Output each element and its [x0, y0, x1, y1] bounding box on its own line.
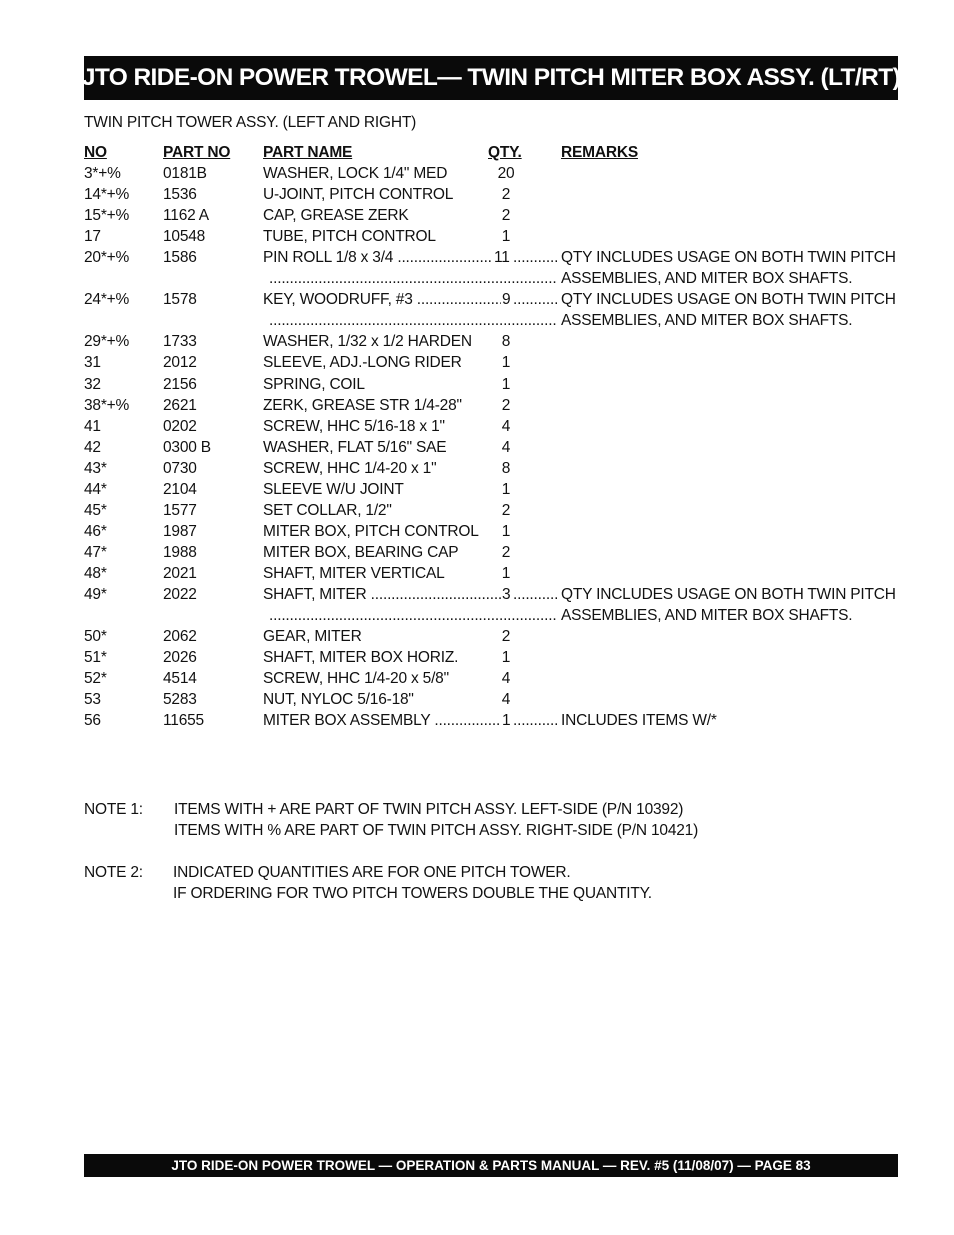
- part-number: 1578: [163, 291, 197, 308]
- item-number: 14*+%: [84, 186, 130, 203]
- part-remarks-continued: ASSEMBLIES, AND MITER BOX SHAFTS.: [561, 270, 853, 287]
- part-quantity: 2: [501, 502, 511, 519]
- part-number: 0300 B: [163, 439, 211, 456]
- note-text: INDICATED QUANTITIES ARE FOR ONE PITCH TOWER.: [173, 864, 571, 881]
- part-quantity: 1: [501, 228, 511, 245]
- part-remarks-continued: ASSEMBLIES, AND MITER BOX SHAFTS.: [561, 312, 853, 329]
- dot-leader: [513, 249, 557, 267]
- part-remarks: QTY INCLUDES USAGE ON BOTH TWIN PITCH: [561, 249, 896, 266]
- header-part-name: PART NAME: [263, 144, 353, 161]
- part-name: ZERK, GREASE STR 1/4-28": [263, 397, 462, 414]
- item-number: 24*+%: [84, 291, 130, 308]
- item-number: 56: [84, 712, 101, 729]
- dot-leader: [513, 291, 557, 309]
- part-quantity: 1: [502, 712, 511, 729]
- item-number: 38*+%: [84, 397, 130, 414]
- item-number: 15*+%: [84, 207, 130, 224]
- part-number: 1733: [163, 333, 197, 350]
- part-remarks: QTY INCLUDES USAGE ON BOTH TWIN PITCH: [561, 291, 896, 308]
- part-quantity: 1: [501, 649, 511, 666]
- part-quantity: 8: [501, 333, 511, 350]
- item-number: 41: [84, 418, 101, 435]
- part-quantity: 3: [502, 586, 511, 603]
- part-quantity: 8: [501, 460, 511, 477]
- part-number: 1988: [163, 544, 197, 561]
- item-number: 47*: [84, 544, 107, 561]
- part-quantity: 9: [502, 291, 511, 308]
- part-name: SPRING, COIL: [263, 376, 365, 393]
- part-number: 1987: [163, 523, 197, 540]
- part-quantity: 2: [501, 628, 511, 645]
- header-qty: QTY.: [488, 144, 522, 161]
- item-number: 32: [84, 376, 101, 393]
- page-title: JTO RIDE-ON POWER TROWEL— TWIN PITCH MITER BOX ASSY. (LT/RT): [84, 56, 898, 100]
- part-name: WASHER, 1/32 x 1/2 HARDEN: [263, 333, 472, 350]
- part-quantity: 1: [501, 376, 511, 393]
- part-quantity: 1: [501, 481, 511, 498]
- part-name: TUBE, PITCH CONTROL: [263, 228, 436, 245]
- part-name: SCREW, HHC 1/4-20 x 1": [263, 460, 437, 477]
- part-number: 2022: [163, 586, 197, 603]
- part-name: MITER BOX, BEARING CAP: [263, 544, 459, 561]
- item-number: 29*+%: [84, 333, 130, 350]
- part-name: SCREW, HHC 5/16-18 x 1": [263, 418, 445, 435]
- dot-leader: [269, 312, 556, 330]
- part-number: 2012: [163, 354, 197, 371]
- note-label: NOTE 1:: [84, 801, 143, 818]
- part-number: 2062: [163, 628, 197, 645]
- part-remarks-continued: ASSEMBLIES, AND MITER BOX SHAFTS.: [561, 607, 853, 624]
- part-name: WASHER, LOCK 1/4" MED: [263, 165, 448, 182]
- part-remarks: QTY INCLUDES USAGE ON BOTH TWIN PITCH: [561, 586, 896, 603]
- part-number: 2104: [163, 481, 197, 498]
- item-number: 31: [84, 354, 101, 371]
- section-subtitle: TWIN PITCH TOWER ASSY. (LEFT AND RIGHT): [84, 114, 417, 131]
- part-number: 5283: [163, 691, 197, 708]
- item-number: 17: [84, 228, 101, 245]
- note-text: ITEMS WITH % ARE PART OF TWIN PITCH ASSY. RIGHT-SIDE (P/N 10421): [174, 822, 699, 839]
- item-number: 50*: [84, 628, 107, 645]
- part-name: SLEEVE, ADJ.-LONG RIDER: [263, 354, 462, 371]
- part-quantity: 2: [501, 397, 511, 414]
- part-quantity: 2: [501, 186, 511, 203]
- part-quantity: 1: [501, 354, 511, 371]
- part-remarks: INCLUDES ITEMS W/*: [561, 712, 717, 729]
- item-number: 20*+%: [84, 249, 130, 266]
- part-name: SET COLLAR, 1/2": [263, 502, 392, 519]
- header-no: NO: [84, 144, 107, 161]
- page-footer: JTO RIDE-ON POWER TROWEL — OPERATION & PARTS MANUAL — REV. #5 (11/08/07) — PAGE 83: [84, 1154, 898, 1177]
- part-number: 10548: [163, 228, 206, 245]
- part-number: 1162 A: [163, 207, 209, 224]
- dot-leader: [269, 270, 556, 288]
- part-name: MITER BOX ASSEMBLY .....: [263, 712, 501, 730]
- part-number: 4514: [163, 670, 197, 687]
- dot-leader: [269, 607, 556, 625]
- part-name: MITER BOX, PITCH CONTROL: [263, 523, 479, 540]
- part-quantity: 2: [501, 544, 511, 561]
- part-number: 11655: [163, 712, 204, 729]
- item-number: 51*: [84, 649, 107, 666]
- part-name: PIN ROLL 1/8 x 3/4 .....: [263, 249, 493, 267]
- part-quantity: 11: [494, 249, 510, 266]
- part-number: 2026: [163, 649, 197, 666]
- part-number: 2021: [163, 565, 197, 582]
- part-quantity: 4: [501, 691, 511, 708]
- part-name: SHAFT, MITER BOX HORIZ.: [263, 649, 459, 666]
- note-text: ITEMS WITH + ARE PART OF TWIN PITCH ASSY. LEFT-SIDE (P/N 10392): [174, 801, 684, 818]
- part-number: 2621: [163, 397, 197, 414]
- item-number: 43*: [84, 460, 107, 477]
- item-number: 3*+%: [84, 165, 121, 182]
- item-number: 49*: [84, 586, 107, 603]
- part-number: 1536: [163, 186, 197, 203]
- item-number: 45*: [84, 502, 107, 519]
- part-quantity: 4: [501, 418, 511, 435]
- part-quantity: 4: [501, 670, 511, 687]
- part-quantity: 1: [501, 565, 511, 582]
- part-name: CAP, GREASE ZERK: [263, 207, 409, 224]
- item-number: 42: [84, 439, 101, 456]
- part-number: 1586: [163, 249, 197, 266]
- part-name: KEY, WOODRUFF, #3 .....: [263, 291, 501, 309]
- part-quantity: 20: [497, 165, 515, 182]
- part-number: 0181B: [163, 165, 207, 182]
- part-number: 1577: [163, 502, 197, 519]
- dot-leader: [513, 712, 557, 730]
- part-quantity: 1: [501, 523, 511, 540]
- item-number: 52*: [84, 670, 107, 687]
- part-number: 0730: [163, 460, 197, 477]
- header-part-no: PART NO: [163, 144, 231, 161]
- part-name: NUT, NYLOC 5/16-18": [263, 691, 414, 708]
- part-number: 0202: [163, 418, 197, 435]
- part-name: U-JOINT, PITCH CONTROL: [263, 186, 454, 203]
- note-text: IF ORDERING FOR TWO PITCH TOWERS DOUBLE THE QUANTITY.: [173, 885, 652, 902]
- part-name: SHAFT, MITER .....: [263, 586, 501, 604]
- part-number: 2156: [163, 376, 197, 393]
- header-remarks: REMARKS: [561, 144, 638, 161]
- item-number: 46*: [84, 523, 107, 540]
- part-name: WASHER, FLAT 5/16" SAE: [263, 439, 447, 456]
- note-label: NOTE 2:: [84, 864, 143, 881]
- dot-leader: [513, 586, 557, 604]
- item-number: 48*: [84, 565, 107, 582]
- part-name: SLEEVE W/U JOINT: [263, 481, 404, 498]
- item-number: 53: [84, 691, 101, 708]
- part-name: SHAFT, MITER VERTICAL: [263, 565, 445, 582]
- item-number: 44*: [84, 481, 107, 498]
- part-name: GEAR, MITER: [263, 628, 362, 645]
- part-quantity: 2: [501, 207, 511, 224]
- part-name: SCREW, HHC 1/4-20 x 5/8": [263, 670, 449, 687]
- part-quantity: 4: [501, 439, 511, 456]
